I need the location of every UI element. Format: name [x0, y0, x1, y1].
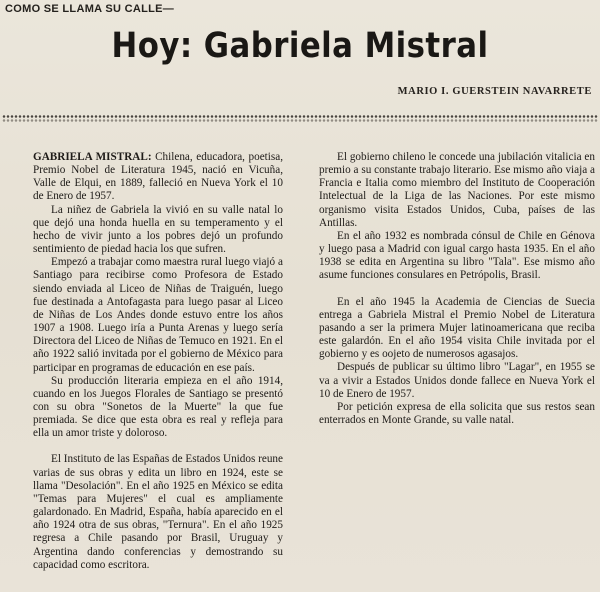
section-title: COMO SE LLAMA SU CALLE—: [5, 3, 175, 15]
paragraph: Después de publicar su último libro "Lagar", en 1955 se va a vivir a Estados Unidos donde fallece en Nueva York el 10 de Enero de 1957.: [319, 361, 595, 400]
paragraph: El gobierno chileno le concede una jubilación vitalicia en premio a su constante trabajo literario. Ese mismo año viaja a Francia e Italia como miembro del Instituto de Cooperación Intelectual de la Liga de las Naciones. Por este mismo organismo visita Estados Unidos, Cuba, países de las Antillas.: [319, 151, 595, 229]
headline: Hoy: Gabriela Mistral: [111, 26, 489, 66]
paragraph: Empezó a trabajar como maestra rural luego viajó a Santiago para recibirse como Profesora de Estado siendo enviada al Liceo de Niñas de Traiguén, luego fue destinada a Antofagasta para luego pasar al Liceo de Niñas de Los Andes donde estuvo entre los años 1907 a 1908. Luego iría a Punta Arenas y luego sería Directora del Liceo de Niñas de Temuco en 1921. En el año 1922 salió invitada por el gobierno de México para participar en programas de educación en ese país.: [33, 256, 283, 374]
paragraph: En el año 1945 la Academia de Ciencias de Suecia entrega a Gabriela Mistral el Premio Nobel de Literatura pasando a ser la primera Mujer latinoamericana que reciba este galardón. En el año 1954 visita Chile invitada por el gobierno y es oojeto de numerosos agasajos.: [319, 295, 595, 361]
paragraph: La niñez de Gabriela la vivió en su valle natal lo que dejó una honda huella en su temperamento y el hecho de vivir junto a los pobres dejó un profundo sentimiento de piedad hacia los que sufren.: [33, 203, 283, 256]
paragraph: El Instituto de las Españas de Estados Unidos reune varias de sus obras y edita un libro en 1924, este se llama "Desolación". En el año 1925 en México se edita "Temas para Mujeres" el cual es ampliamente galardonado. En Madrid, España, había aparecido en el año 1924 otra de sus obras, "Ternura". En el año 1925 regresa a Chile pasando por Brasil, Uruguay y Argentina dando conferencias y demostrando su capacidad como escritora.: [33, 453, 283, 571]
paragraph: En el año 1932 es nombrada cónsul de Chile en Génova y luego pasa a Madrid con igual cargo hasta 1935. En el año 1938 se edita en Argentina su libro "Tala". Ese mismo año asume funciones consulares en Petrópolis, Brasil.: [319, 229, 595, 282]
article-column-right: [319, 151, 595, 427]
article-column-left: [33, 151, 283, 572]
paragraph: Su producción literaria empieza en el año 1914, cuando en los Juegos Florales de Santiago se presentó con su obra "Sonetos de la Muerte" la que fue premiada. Se dice que esta obra es real y refleja para ella un amor triste y doloroso.: [33, 374, 283, 440]
paragraph: Por petición expresa de ella solicita que sus restos sean enterrados en Monte Grande, su valle natal.: [319, 400, 595, 426]
paragraph-text: Chilena, educadora, poetisa, Premio Nobel de Literatura 1945, nació en Vicuña, Valle de Elqui, en 1889, falleció en Nueva York el 10 de Enero de 1957.: [33, 151, 284, 203]
byline: MARIO I. GUERSTEIN NAVARRETE: [397, 86, 592, 97]
lead-name: GABRIELA MISTRAL:: [33, 151, 152, 163]
paragraph: [33, 151, 283, 204]
dotted-divider-shadow: [2, 118, 598, 123]
